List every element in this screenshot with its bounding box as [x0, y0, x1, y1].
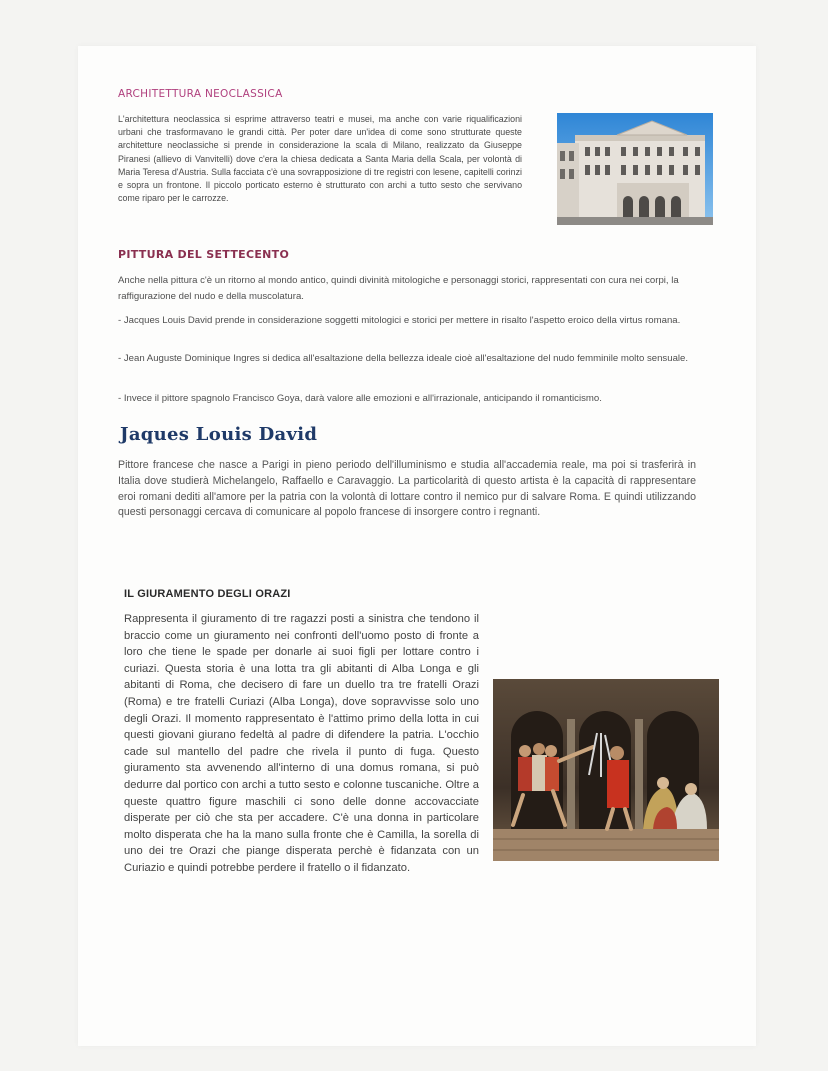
teatro-alla-scala-photo [557, 113, 713, 225]
paragraph-pittura-goya: - Invece il pittore spagnolo Francisco Goya, darà valore alle emozioni e all'irrazionale, anticipando il romanticismo. [118, 393, 602, 404]
giuramento-degli-orazi-painting [493, 679, 719, 861]
heading-orazi: IL GIURAMENTO DEGLI ORAZI [124, 588, 291, 600]
paragraph-pittura-ingres: - Jean Auguste Dominique Ingres si dedica all'esaltazione della bellezza ideale cioè all'esaltazione del nudo femminile molto sensuale. [118, 353, 689, 364]
paragraph-pittura-intro: Anche nella pittura c'è un ritorno al mondo antico, quindi divinità mitologiche e personaggi storici, rappresentati con cura nei corpi, la raffigurazione del nudo e della muscolatura. [118, 275, 679, 302]
paragraph-pittura-david: - Jacques Louis David prende in considerazione soggetti mitologici e storici per mettere in risalto l'aspetto eroico della virtus romana. [118, 315, 681, 326]
heading-pittura: PITTURA DEL SETTECENTO [118, 248, 290, 261]
paragraph-david: Pittore francese che nasce a Parigi in pieno periodo dell'illuminismo e studia all'accademia reale, ma poi si trasferirà in Italia dove studierà Michelangelo, Raffaello e Caravaggio. La particolarità di questo artista è la capacità di rappresentare eroi romani dediti all'amore per la patria con la volontà di lottare contro il nemico pur di salvare Roma. E quindi utilizzando questi personaggi cercava di comunicare al popolo francese di insorgere contro i regnanti. [118, 459, 696, 519]
paragraph-orazi: Rappresenta il giuramento di tre ragazzi posti a sinistra che tendono il braccio come un giuramento nei confronti dell'uomo posto di fronte a loro che tiene le spade per donarle ai suoi figli per lottare contro i curiazi. Questa storia è una lotta tra gli abitanti di Alba Longa e gli abitanti di Roma, che decisero di fare un duello tra tre fratelli Orazi (Roma) e tre fratelli Curiazi (Alba Longa), dove sopravvisse solo uno degli Orazi. Il momento rappresentato è l'attimo primo della lotta in cui questi giovani giurano fedeltà al padre di difendere la patria. L'occhio cade sul mantello del padre che rivela il punto di fuga. Questo giuramento sta avvenendo all'interno di una domus romana, si può dedurre dal portico con archi a tutto sesto e colonne tuscaniche. Oltre a queste quattro figure maschili ci sono delle donne accovacciate disperate per ciò che sta per accadere. C'è una donna in particolare molto disperata che ha la mano sulla fronte che è Camilla, la sorella di uno dei tre Orazi che piange disperata perchè è fidanzata con un Curiazio e quindi potrebbe perdere il fratello o il fidanzato. [124, 613, 479, 874]
paragraph-architettura: L'architettura neoclassica si esprime attraverso teatri e musei, ma anche con varie riqualificazioni urbani che trasformavano le grandi città. Per poter dare un'idea di come sono strutturate queste architetture neoclassiche si prende in considerazione la scala di Milano, realizzato da Giuseppe Piranesi (allievo di Vanvitelli) dove c'era la chiesa dedicata a Santa Maria della Scala, per volontà di Maria Teresa d'Austria. Sulla facciata c'è una sovrapposizione di tre registri con lesene, capitelli corinzi e sopra un frontone. Il piccolo porticato esterno è strutturato con archi a tutto sesto che servivano come riparo per le carrozze. [118, 114, 522, 204]
heading-architettura: ARCHITETTURA NEOCLASSICA [118, 88, 283, 100]
title-david: Jaques Louis David [120, 424, 318, 445]
